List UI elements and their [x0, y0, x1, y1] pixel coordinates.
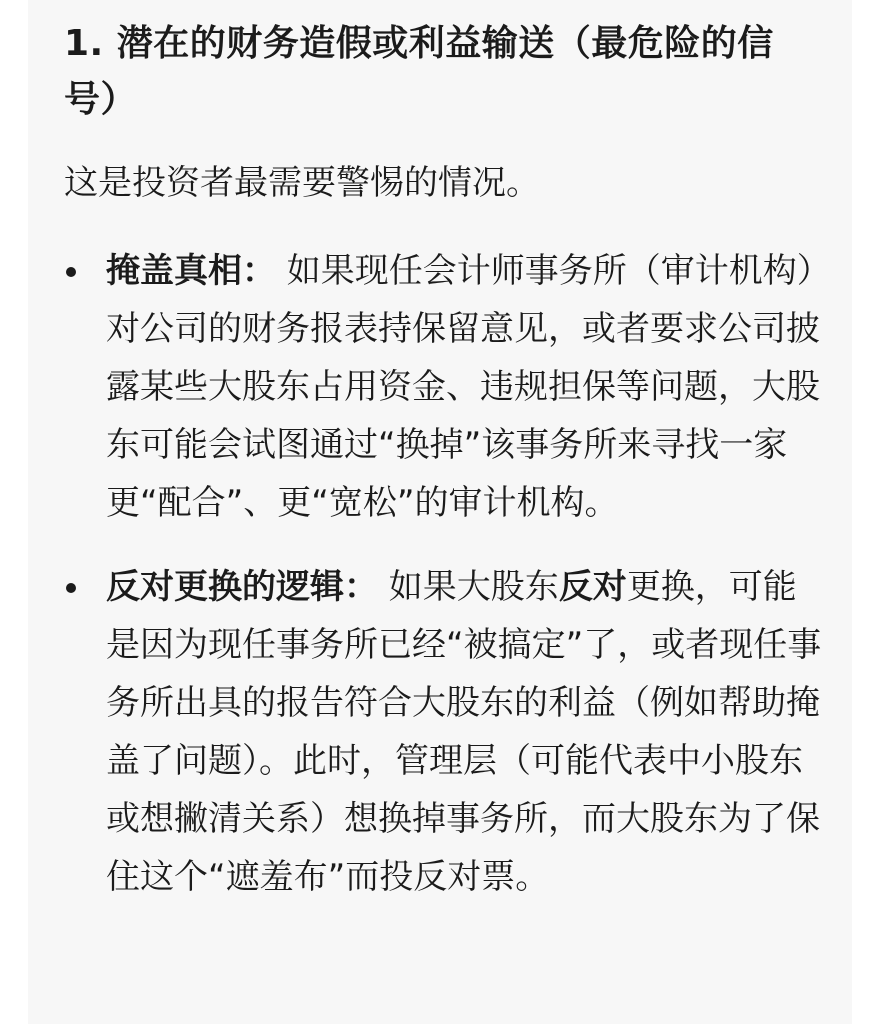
- item-emphasis: 反对: [558, 567, 627, 607]
- bullet-list: [64, 242, 824, 906]
- intro-paragraph: 这是投资者最需要警惕的情况。: [64, 163, 540, 203]
- item-text: 如果现任会计师事务所（审计机构）对公司的财务报表持保留意见，或者要求公司披露某些大股东占用资金、违规担保等问题，大股东可能会试图通过“换掉”该事务所来寻找一家更“配合”、更“宽松”的审计机构。: [106, 251, 820, 523]
- section-heading: 1. 潜在的财务造假或利益输送（最危险的信号）: [64, 23, 774, 120]
- bullet-icon: [66, 267, 76, 277]
- item-label: 掩盖真相：: [106, 251, 276, 291]
- bullet-icon: [66, 583, 76, 593]
- list-item: [64, 558, 824, 906]
- item-text: 如果大股东: [378, 567, 559, 607]
- list-item: [64, 242, 824, 532]
- article-body: [64, 16, 824, 932]
- content-card: [28, 0, 852, 1024]
- item-text-continued: 更换，可能是因为现任事务所已经“被搞定”了，或者现任事务所出具的报告符合大股东的利益（例如帮助掩盖了问题）。此时，管理层（可能代表中小股东或想撇清关系）想换掉事务所，而大股东为了保住这个“遮羞布”而投反对票。: [106, 567, 822, 897]
- item-label: 反对更换的逻辑：: [106, 567, 378, 607]
